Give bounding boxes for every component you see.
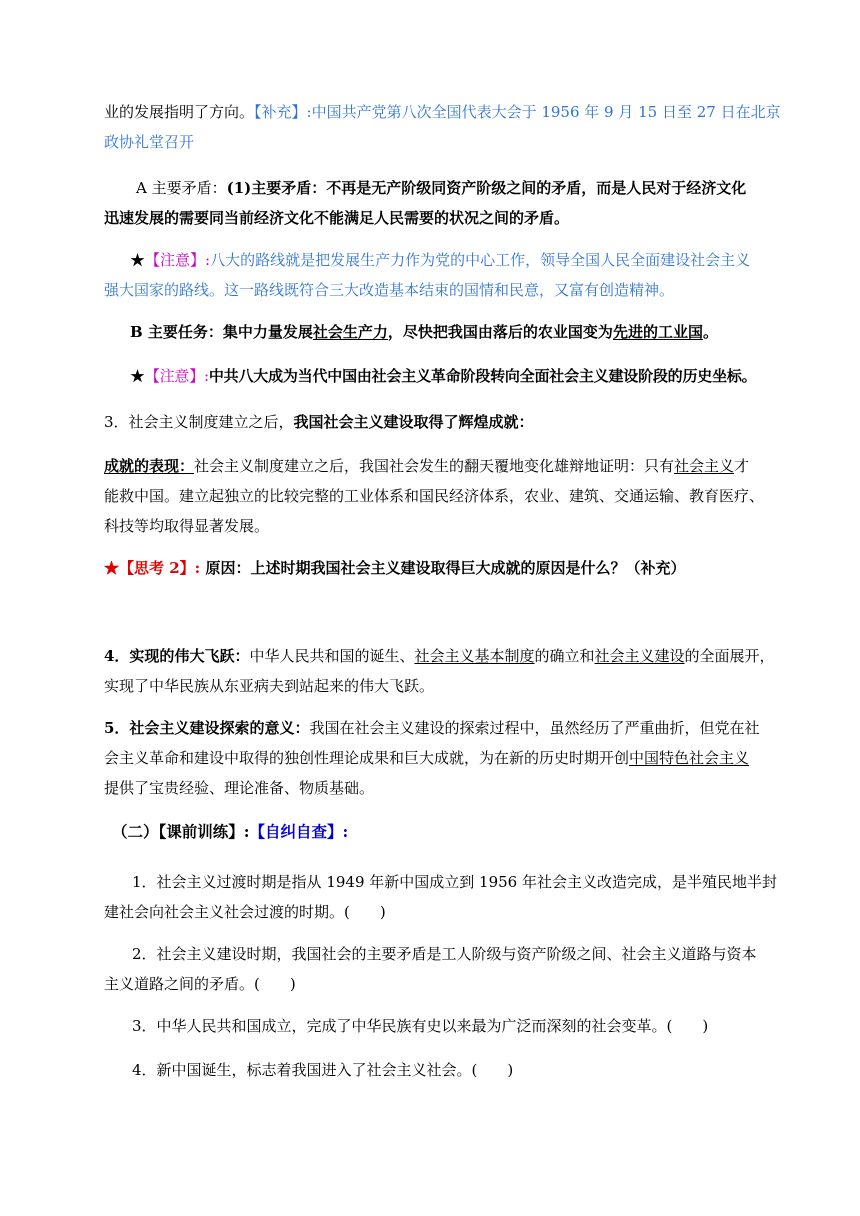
think-text: 原因：上述时期我国社会主义建设取得巨大成就的原因是什么？（补充） [205,559,686,577]
text: 社会主义制度建立之后，我国社会发生的翻天覆地变化雄辩地证明：只有 [194,457,675,475]
question-1-line-1: 1．社会主义过渡时期是指从 1949 年新中国成立到 1956 年社会主义改造完成，是半殖民地半封 [132,873,777,891]
text: ，尽快把我国由落后的农业国变为 [387,323,613,341]
text: 会主义革命和建设中取得的独创性理论成果和巨大成就，为在新的历史时期开创 [104,749,630,767]
contradiction-prefix: A 主要矛盾： [136,179,227,197]
text: 的确立和 [534,647,595,665]
section-subtitle: 【自纠自查】: [249,822,349,841]
underlined-term: 社会主义建设 [594,647,685,665]
note-label: 【注意】: [144,367,209,385]
text: 我国社会主义建设取得了辉煌成就： [293,413,534,431]
underlined-term: 社会主义 [674,457,735,475]
item-3-heading [104,412,764,432]
star-icon: ★ [130,367,145,385]
question-4: 4．新中国诞生，标志着我国进入了社会主义社会。( ) [132,1061,514,1079]
section-title: （二）【课前训练】: [112,822,250,841]
supplement-text: 中国共产党第八次全国代表大会于 1956 年 9 月 15 日至 27 日在北京 [311,103,781,121]
main-task-line [130,322,764,342]
achievement-line-2: 能救中国。建立起独立的比较完整的工业体系和国民经济体系，农业、建筑、交通运输、教育医疗、 [104,487,765,505]
question-1-line-2: 建社会向社会主义社会过渡的时期。( ) [104,903,386,921]
text: 业的发展指明了方向。 [104,103,255,121]
item-5-line-2 [104,748,764,768]
underlined-term: 先进的工业国 [612,323,703,341]
underlined-term: 中国特色社会主义 [629,749,750,767]
question-2-line-2: 主义道路之间的矛盾。( ) [104,975,296,993]
contradiction-line-1 [136,178,764,198]
note1-line-2: 强大国家的路线。这一路线既符合三大改造基本结束的国情和民意，又富有创造精神。 [104,281,675,299]
note-text: 中共八大成为当代中国由社会主义革命阶段转向全面社会主义建设阶段的历史坐标。 [208,367,757,385]
note1-line-1 [130,250,764,270]
section-two-heading [112,822,772,842]
item-4-line-2: 实现了中华民族从东亚病夫到站起来的伟大飞跃。 [104,677,435,695]
item-4-line-1 [104,646,775,666]
text: 的全面展开， [684,647,775,665]
note2-line [130,366,770,386]
question-2-line-1: 2．社会主义建设时期，我国社会的主要矛盾是工人阶级与资产阶级之间、社会主义道路与资本 [132,945,757,963]
think-label: ★【思考 2】: [104,559,201,577]
text: 我国在社会主义建设的探索过程中，虽然经历了严重曲折，但党在社 [309,719,760,737]
underlined-term: 社会主义基本制度 [414,647,535,665]
contradiction-line-2: 迅速发展的需要同当前经济文化不能满足人民需要的状况之间的矛盾。 [104,209,570,227]
achievement-label: 成就的表现： [104,457,195,475]
text: 。 [702,323,718,341]
text: 才 [734,457,750,475]
think-2-line [104,558,764,578]
supplement-line-2: 政协礼堂召开 [104,133,195,151]
item-5-line-1 [104,718,764,738]
achievement-line-1 [104,456,764,476]
note-text: 八大的路线就是把发展生产力作为党的中心工作，领导全国人民全面建设社会主义 [210,251,751,269]
text: B 主要任务：集中力量发展 [130,323,313,341]
item-label: 5．社会主义建设探索的意义： [104,719,310,737]
supplement-line-1 [104,102,781,122]
item-label: 4．实现的伟大飞跃： [104,647,250,665]
note-label: 【注意】: [145,251,211,269]
supplement-label: 【补充】: [254,103,312,121]
star-icon: ★ [130,251,146,269]
contradiction-text: (1)主要矛盾：不再是无产阶级同资产阶级之间的矛盾，而是人民对于经济文化 [226,179,747,197]
underlined-term: 社会生产力 [312,323,388,341]
text: 中华人民共和国的诞生、 [249,647,415,665]
question-3: 3．中华人民共和国成立，完成了中华民族有史以来最为广泛而深刻的社会变革。( ) [132,1017,709,1035]
achievement-line-3: 科技等均取得显著发展。 [104,517,270,535]
text: 3．社会主义制度建立之后， [104,413,294,431]
item-5-line-3: 提供了宝贵经验、理论准备、物质基础。 [104,779,375,797]
